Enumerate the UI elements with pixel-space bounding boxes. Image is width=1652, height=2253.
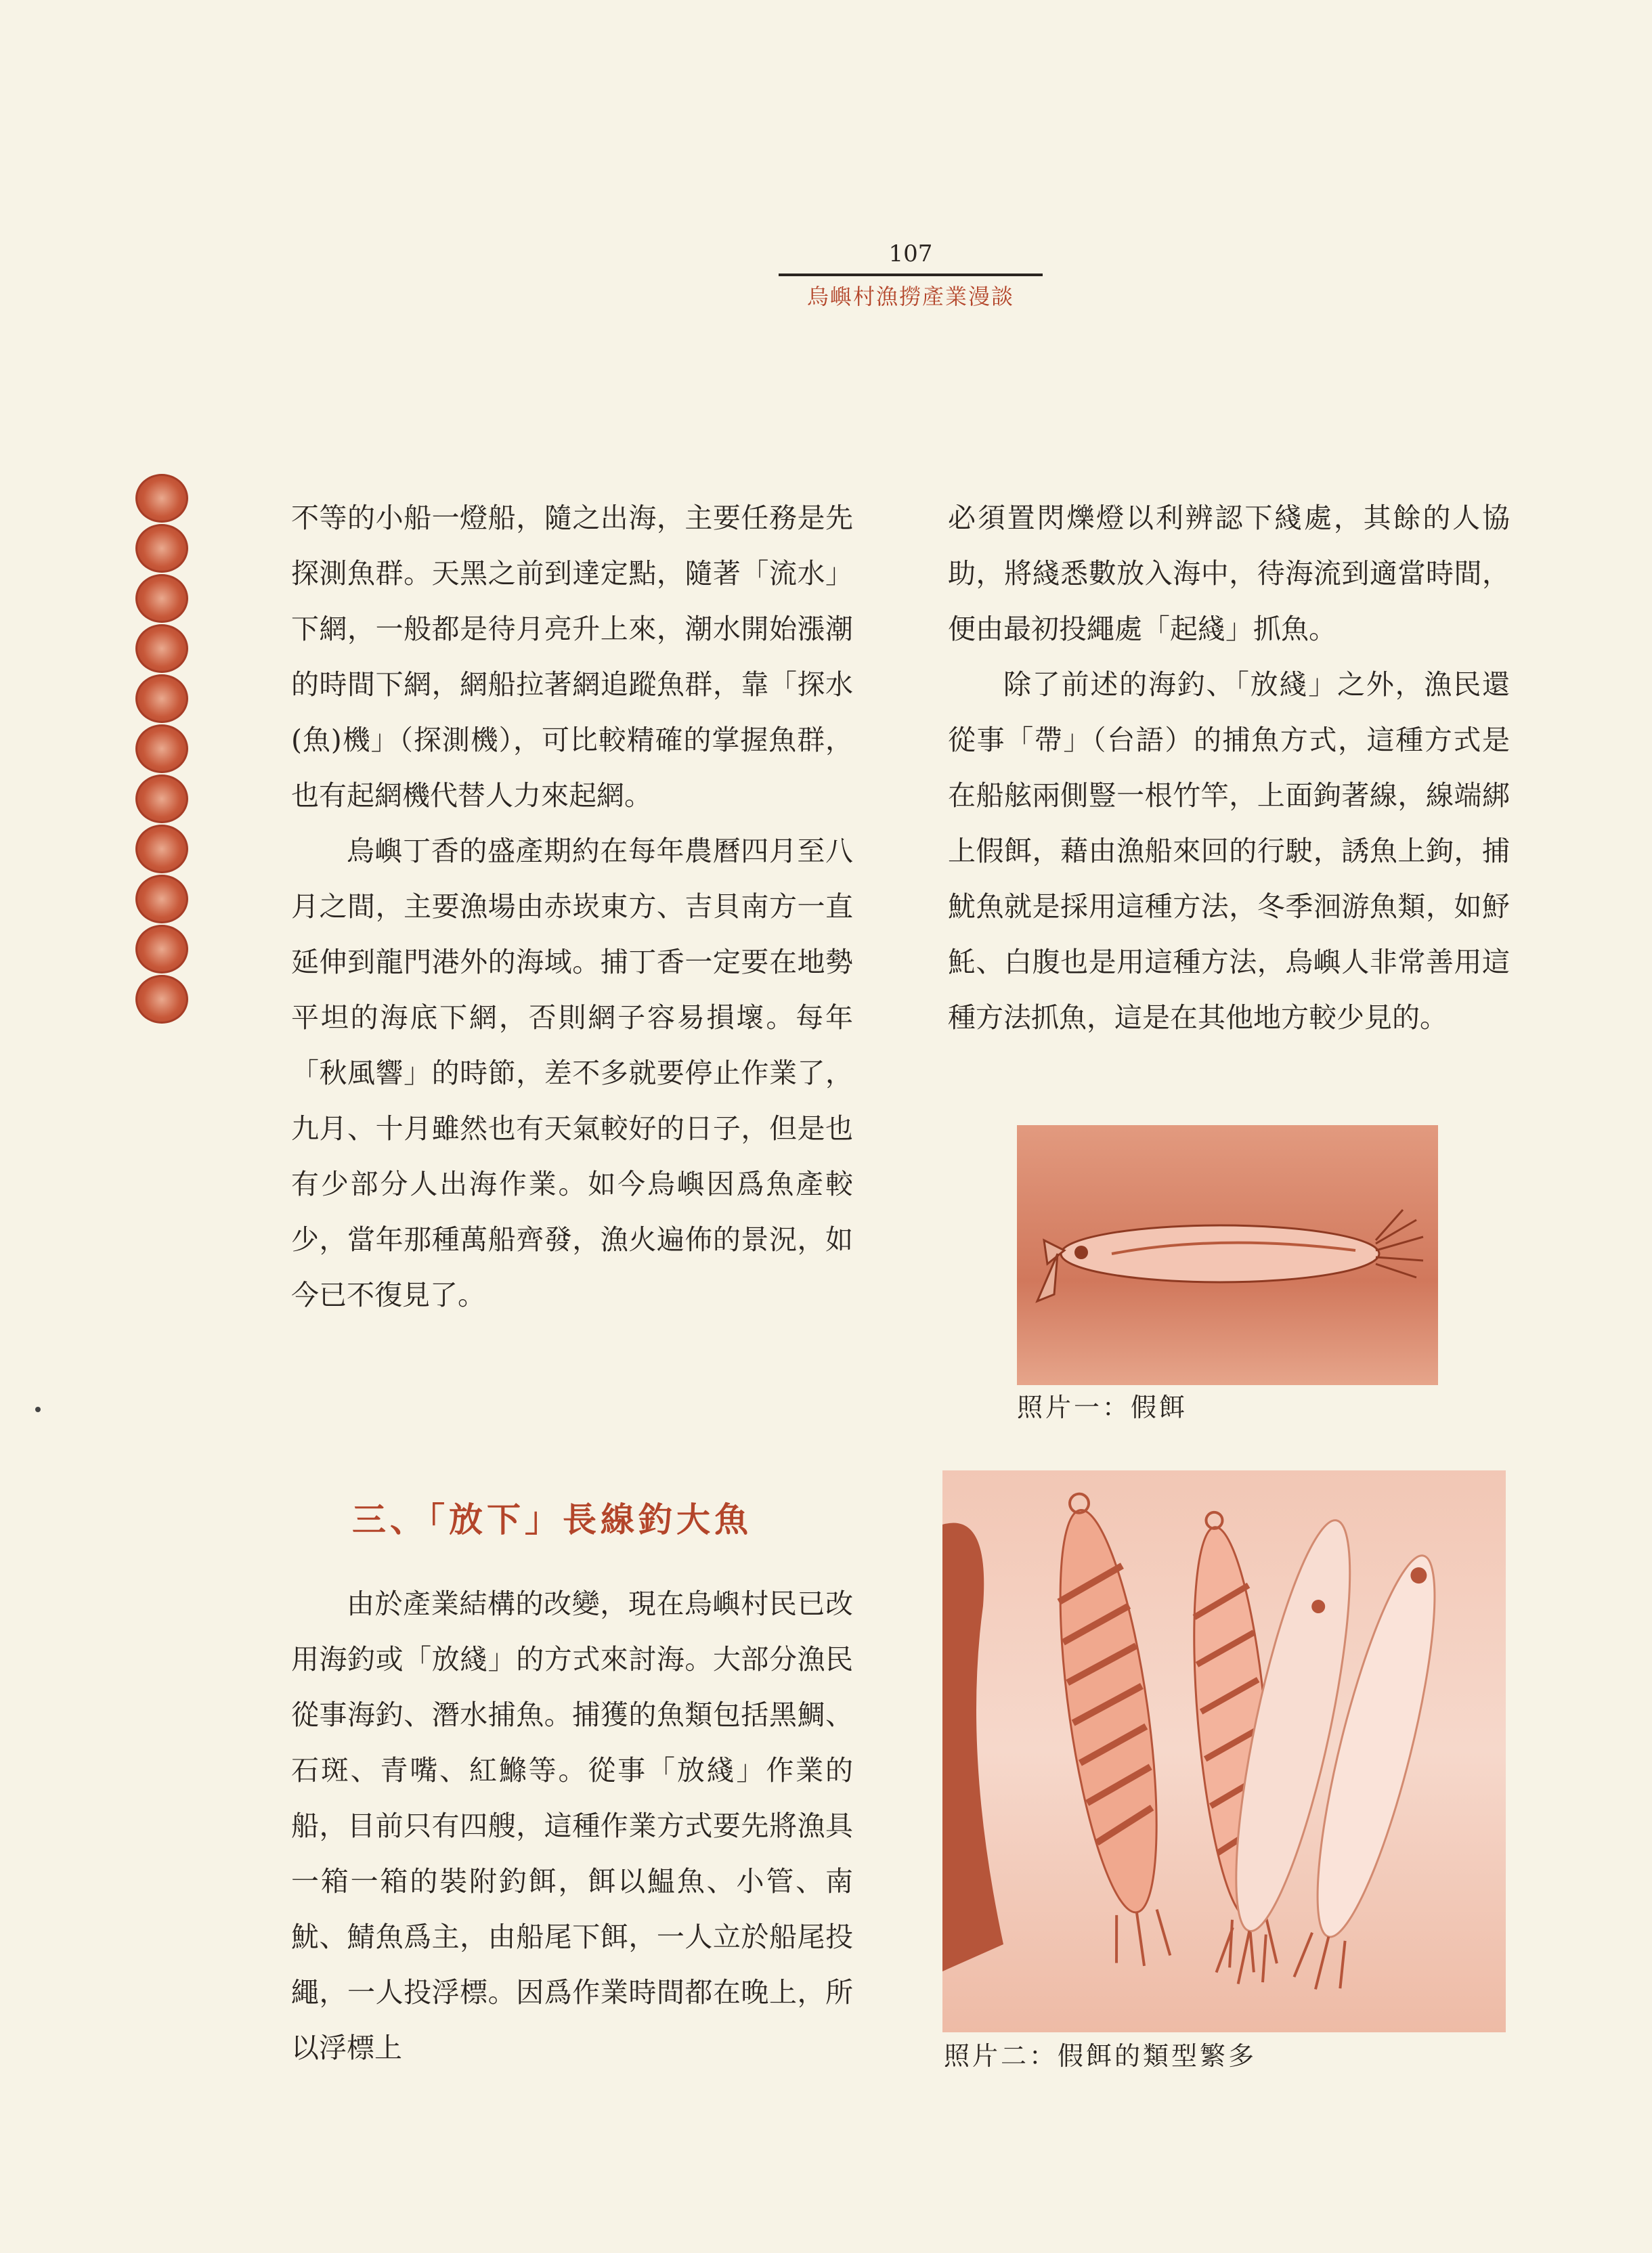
seal-stamp-icon — [135, 774, 188, 823]
seal-stamp-icon — [135, 825, 188, 873]
right-column — [948, 490, 1510, 1045]
paragraph: 必須置閃爍燈以利辨認下綫處，其餘的人協助，將綫悉數放入海中，待海流到適當時間，便由最初投繩處「起綫」抓魚。 — [948, 502, 1510, 645]
section-body — [291, 1576, 853, 2076]
seal-stamp-icon — [135, 574, 188, 623]
seal-stamp-icon — [135, 925, 188, 974]
seal-stamp-column — [135, 474, 194, 1024]
seal-stamp-icon — [135, 875, 188, 923]
paragraph: 烏嶼丁香的盛產期約在每年農曆四月至八月之間，主要漁場由赤崁東方、吉貝南方一直延伸到龍門港外的海域。捕丁香一定要在地勢平坦的海底下網，否則網子容易損壞。每年「秋風響」的時節，差不多就要停止作業了，九月、十月雖然也有天氣較好的日子，但是也有少部分人出海作業。如今烏嶼因爲魚產較少，當年那種萬船齊發，漁火遍佈的景況，如今已不復見了。 — [291, 835, 853, 1311]
photo-lure-types — [942, 1470, 1506, 2032]
seal-stamp-icon — [135, 724, 188, 773]
seal-stamp-icon — [135, 474, 188, 523]
seal-stamp-icon — [135, 624, 188, 673]
photo1-caption: 照片一：假餌 — [1017, 1393, 1188, 1422]
seal-stamp-icon — [135, 975, 188, 1024]
paragraph: 由於產業結構的改變，現在烏嶼村民已改用海釣或「放綫」的方式來討海。大部分漁民從事海釣、潛水捕魚。捕獲的魚類包括黑鯛、石斑、青嘴、紅鰷等。從事「放綫」作業的船，目前只有四艘，這種作業方式要先將漁具一箱一箱的裝附釣餌，餌以鰛魚、小管、南魷、鯖魚爲主，由船尾下餌，一人立於船尾投繩，一人投浮標。因爲作業時間都在晚上，所以浮標上 — [291, 1588, 853, 2064]
header-divider — [779, 274, 1043, 276]
page-number: 107 — [888, 240, 933, 267]
page-header — [779, 237, 1043, 311]
scan-speck — [35, 1407, 41, 1412]
left-column — [291, 490, 853, 1323]
seal-stamp-icon — [135, 674, 188, 723]
section-heading: 三、「放下」長線釣大魚 — [352, 1500, 752, 1539]
fishing-lure-icon — [1017, 1125, 1438, 1385]
fishing-lures-icon — [942, 1470, 1506, 2032]
photo-lure — [1017, 1125, 1438, 1385]
paragraph: 除了前述的海釣、「放綫」之外，漁民還從事「帶」（台語）的捕魚方式，這種方式是在船舷兩側豎一根竹竿，上面鉤著線，線端綁上假餌，藉由漁船來回的行駛，誘魚上鉤，捕魷魚就是採用這種方法，冬季洄游魚類，如魣魠、白腹也是用這種方法，烏嶼人非常善用這種方法抓魚，這是在其他地方較少見的。 — [948, 668, 1510, 1034]
photo2-caption: 照片二：假餌的類型繁多 — [944, 2041, 1257, 2071]
seal-stamp-icon — [135, 524, 188, 573]
running-title: 烏嶼村漁撈產業漫談 — [806, 284, 1014, 309]
paragraph: 不等的小船一燈船，隨之出海，主要任務是先探測魚群。天黑之前到達定點，隨著「流水」下網，一般都是待月亮升上來，潮水開始漲潮的時間下網，網船拉著網追蹤魚群，靠「探水(魚)機」（探測機），可比較精確的掌握魚群，也有起網機代替人力來起網。 — [291, 502, 853, 812]
